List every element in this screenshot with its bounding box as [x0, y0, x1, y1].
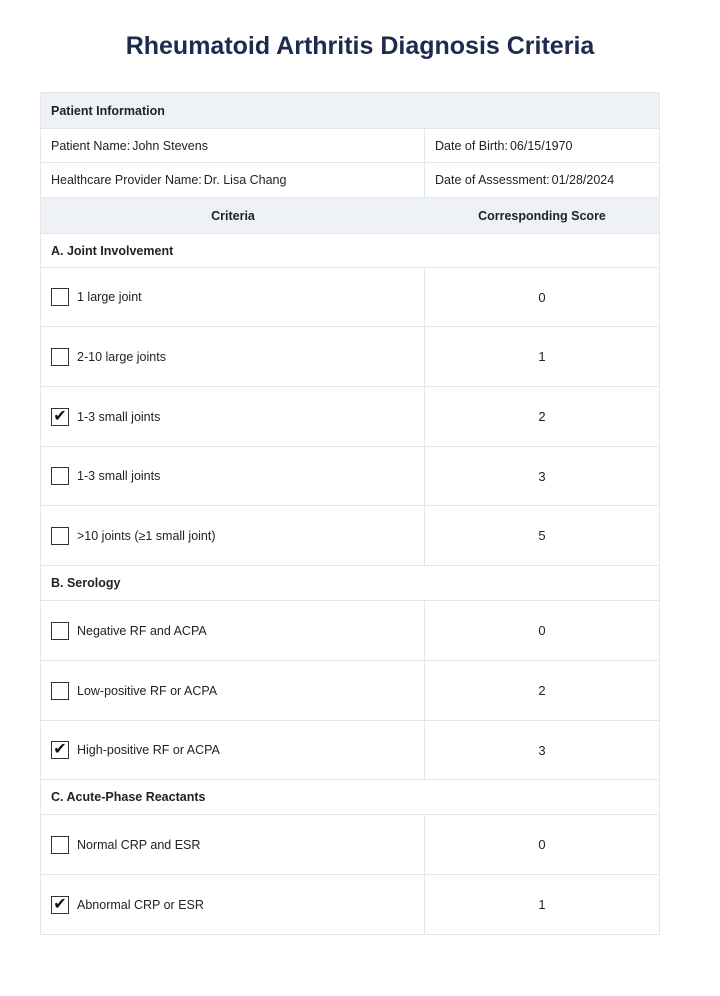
criteria-row [41, 601, 659, 661]
criteria-cell [41, 327, 425, 386]
score-value: 3 [538, 742, 546, 758]
dob-label: Date of Birth: [435, 138, 508, 153]
score-value: 0 [538, 289, 546, 305]
checkbox[interactable] [51, 622, 69, 640]
criteria-cell [41, 875, 425, 934]
checkbox[interactable] [51, 836, 69, 854]
criteria-label: Abnormal CRP or ESR [77, 897, 204, 912]
section-heading-row [41, 234, 659, 268]
criteria-cell [41, 601, 425, 660]
score-value: 0 [538, 837, 546, 852]
criteria-row [41, 387, 659, 447]
criteria-label: >10 joints (≥1 small joint) [77, 528, 216, 543]
page-title: Rheumatoid Arthritis Diagnosis Criteria [125, 32, 595, 60]
criteria-row [41, 447, 659, 506]
table-header-row [41, 198, 659, 234]
criteria-label: High-positive RF or ACPA [77, 743, 220, 757]
patient-name-value[interactable]: John Stevens [132, 138, 208, 153]
criteria-cell [41, 447, 425, 505]
checkbox[interactable] [51, 527, 69, 545]
criteria-cell [41, 506, 425, 565]
criteria-cell [41, 815, 425, 874]
score-value: 3 [538, 468, 546, 484]
checkbox-checked[interactable]: ✔ [51, 408, 69, 426]
criteria-row [41, 661, 659, 721]
criteria-form [40, 92, 660, 935]
criteria-label: Low-positive RF or ACPA [77, 683, 218, 698]
score-value: 0 [538, 623, 546, 638]
criteria-row [41, 815, 659, 875]
score-value: 2 [538, 409, 546, 424]
criteria-label: 2-10 large joints [77, 349, 166, 364]
criteria-row [41, 875, 659, 934]
dob-value[interactable]: 06/15/1970 [509, 138, 573, 153]
criteria-column-header: Criteria [211, 208, 255, 223]
patient-info-heading: Patient Information [51, 103, 165, 118]
score-value: 1 [538, 349, 546, 364]
provider-value[interactable]: Dr. Lisa Chang [203, 173, 287, 187]
checkbox[interactable] [51, 467, 69, 485]
assessment-date-cell [425, 163, 659, 197]
criteria-cell [41, 387, 425, 446]
criteria-label: 1-3 small joints [77, 469, 161, 483]
criteria-cell [41, 661, 425, 720]
criteria-row [41, 721, 659, 780]
patient-row-2 [41, 163, 659, 198]
checkbox-checked[interactable]: ✔ [51, 741, 69, 759]
criteria-cell [41, 268, 425, 326]
section-heading-row [41, 566, 659, 601]
checkbox[interactable] [51, 288, 69, 306]
section-heading: B. Serology [51, 576, 121, 590]
criteria-row [41, 268, 659, 327]
dob-cell [425, 129, 659, 162]
provider-cell [41, 163, 425, 197]
criteria-row [41, 327, 659, 387]
section-heading-row [41, 780, 659, 815]
patient-info-header-row [41, 93, 659, 129]
section-heading: C. Acute-Phase Reactants [51, 790, 206, 804]
criteria-label: 1-3 small joints [77, 409, 161, 424]
checkbox-checked[interactable]: ✔ [51, 896, 69, 914]
score-value: 2 [538, 683, 546, 698]
criteria-label: 1 large joint [77, 290, 142, 304]
criteria-label: Normal CRP and ESR [77, 837, 201, 852]
score-column-header: Corresponding Score [478, 208, 606, 223]
score-value: 5 [538, 528, 546, 543]
patient-name-cell [41, 129, 425, 162]
score-value: 1 [538, 897, 546, 912]
criteria-label: Negative RF and ACPA [77, 623, 207, 638]
checkbox[interactable] [51, 682, 69, 700]
assessment-date-value[interactable]: 01/28/2024 [551, 173, 615, 187]
criteria-cell [41, 721, 425, 779]
checkbox[interactable] [51, 348, 69, 366]
patient-row-1 [41, 129, 659, 163]
assessment-date-label: Date of Assessment: [435, 173, 550, 187]
section-heading: A. Joint Involvement [51, 243, 174, 258]
provider-label: Healthcare Provider Name: [51, 173, 202, 187]
patient-name-label: Patient Name: [51, 138, 131, 153]
criteria-row [41, 506, 659, 566]
